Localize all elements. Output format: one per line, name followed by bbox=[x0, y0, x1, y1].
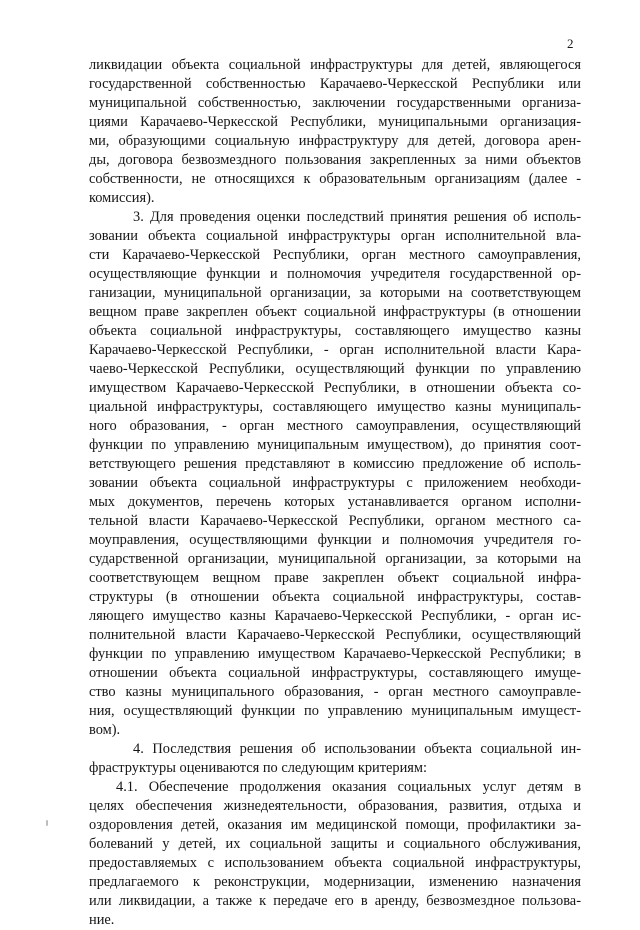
text-line: тельной власти Карачаево-Черкесской Республики, органом местного са- bbox=[89, 513, 581, 529]
text-line: зовании объекта социальной инфраструктуры с приложением необходи- bbox=[89, 475, 581, 491]
text-line: 4.1. Обеспечение продолжения оказания социальных услуг детям в bbox=[116, 779, 581, 795]
text-line: собственности, не относящихся к образовательным организациям (далее - bbox=[89, 171, 581, 187]
scan-mark bbox=[46, 820, 48, 826]
text-line: мых документов, перечень которых устанавливается органом исполни- bbox=[89, 494, 581, 510]
text-line: соответствующем вещном праве закреплен объект социальной инфра- bbox=[89, 570, 581, 586]
document-body bbox=[89, 56, 581, 930]
text-line: сти Карачаево-Черкесской Республики, орган местного самоуправления, bbox=[89, 247, 581, 263]
text-line: моуправления, осуществляющими функции и полномочия учредителя го- bbox=[89, 532, 581, 548]
text-line: предоставляемых с использованием объекта социальной инфраструктуры, bbox=[89, 855, 581, 871]
text-line: циальной инфраструктуры, составляющего имущество казны муниципаль- bbox=[89, 399, 581, 415]
page-number: 2 bbox=[567, 36, 574, 51]
text-line: ды, договора безвозмездного пользования закрепленных за ними объектов bbox=[89, 152, 581, 168]
text-line: ми, образующими социальную инфраструктуру для детей, договора арен- bbox=[89, 133, 581, 149]
text-line: Карачаево-Черкесской Республики, - орган исполнительной власти Кара- bbox=[89, 342, 581, 358]
text-line: отношении объекта социальной инфраструктуры, составляющего имуще- bbox=[89, 665, 581, 681]
text-line: вещном праве закреплен объект социальной инфраструктуры (в отношении bbox=[89, 304, 581, 320]
text-line: ство казны муниципального образования, - орган местного самоуправле- bbox=[89, 684, 581, 700]
text-line: ветствующего решения представляют в комиссию предложение об исполь- bbox=[89, 456, 581, 472]
paragraph-4 bbox=[89, 740, 581, 778]
text-line: зовании объекта социальной инфраструктуры орган исполнительной вла- bbox=[89, 228, 581, 244]
text-line: муниципальной собственностью, заключении государственными организа- bbox=[89, 95, 581, 111]
text-line: функции по управлению муниципальным имуществом), до принятия соот- bbox=[89, 437, 581, 453]
text-line: ганизации, муниципальной организации, за которыми на соответствующем bbox=[89, 285, 581, 301]
text-line: целях обеспечения жизнедеятельности, образования, развития, отдыха и bbox=[89, 798, 581, 814]
text-line: ляющего имущество казны Карачаево-Черкесской Республики, - орган ис- bbox=[89, 608, 581, 624]
text-line: фраструктуры оцениваются по следующим критериям: bbox=[89, 760, 428, 776]
text-line: ние. bbox=[89, 912, 115, 928]
text-line: 4. Последствия решения об использовании объекта социальной ин- bbox=[133, 741, 581, 757]
text-line: болеваний у детей, их социальной защиты и социального обслуживания, bbox=[89, 836, 581, 852]
text-line: циями Карачаево-Черкесской Республики, муниципальными организация- bbox=[89, 114, 581, 130]
paragraph-4-1 bbox=[89, 778, 581, 930]
text-line: государственной собственностью Карачаево-Черкесской Республики или bbox=[89, 76, 581, 92]
text-line: предлагаемого к реконструкции, модернизации, изменению назначения bbox=[89, 874, 581, 890]
text-line: функции по управлению имуществом Карачаево-Черкесской Республики; в bbox=[89, 646, 581, 662]
text-line: ликвидации объекта социальной инфраструктуры для детей, являющегося bbox=[89, 57, 581, 73]
text-line: сударственной организации, муниципальной организации, за которыми на bbox=[89, 551, 581, 567]
text-line: ния, осуществляющий функции по управлению муниципальным имущест- bbox=[89, 703, 581, 719]
text-line: чаево-Черкесской Республики, осуществляющий функции по управлению bbox=[89, 361, 581, 377]
text-line: вом). bbox=[89, 722, 121, 738]
text-line: имуществом Карачаево-Черкесской Республики, в отношении объекта со- bbox=[89, 380, 581, 396]
paragraph-3 bbox=[89, 208, 581, 740]
text-line: структуры (в отношении объекта социальной инфраструктуры, состав- bbox=[89, 589, 581, 605]
text-line: оздоровления детей, оказания им медицинской помощи, профилактики за- bbox=[89, 817, 581, 833]
text-line: осуществляющие функции и полномочия учредителя государственной ор- bbox=[89, 266, 581, 282]
text-line: ного образования, - орган местного самоуправления, осуществляющий bbox=[89, 418, 581, 434]
text-line: объекта социальной инфраструктуры, составляющего имущество казны bbox=[89, 323, 581, 339]
text-line: комиссия). bbox=[89, 190, 155, 206]
text-line: или ликвидации, а также к передаче его в аренду, безвозмездное пользова- bbox=[89, 893, 581, 909]
text-line: 3. Для проведения оценки последствий принятия решения об исполь- bbox=[133, 209, 581, 225]
text-line: полнительной власти Карачаево-Черкесской Республики, осуществляющий bbox=[89, 627, 581, 643]
paragraph-continuation bbox=[89, 56, 581, 208]
